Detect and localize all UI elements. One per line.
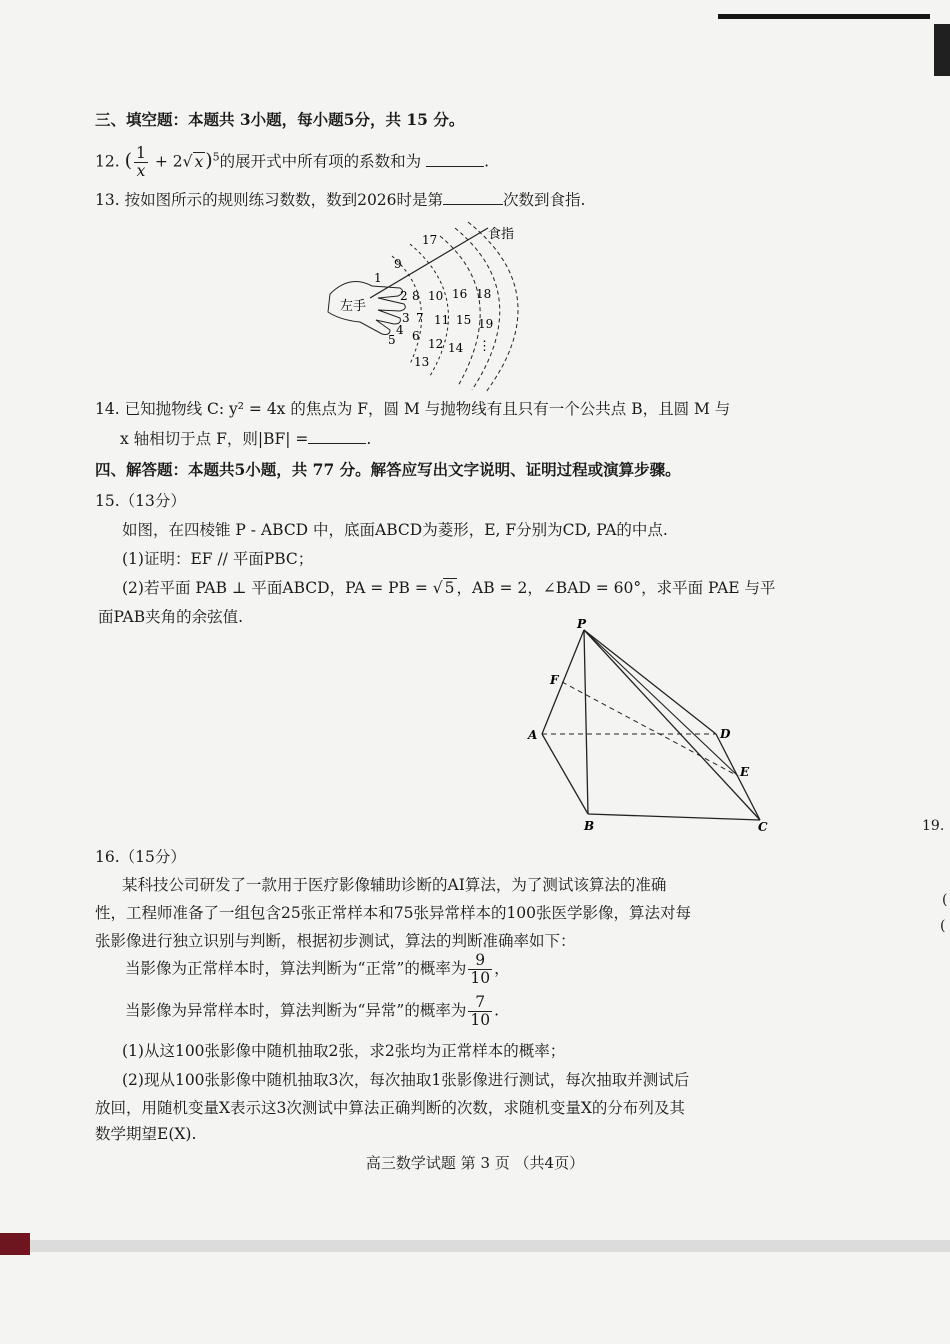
question-16-condition2: 当影像为异常样本时，算法判断为“异常”的概率为 $\frac{7}{10}$ . — [125, 993, 500, 1029]
question-16-part2-l1: (2)现从100张影像中随机抽取3次，每次抽取1张影像进行测试，每次抽取并测试后 — [122, 1071, 690, 1089]
section-3-title: 三、填空题：本题共 3小题，每小题5分，共 15 分。 — [95, 110, 465, 129]
question-15-header: 15.（13分） — [95, 492, 186, 510]
num-3: 3 — [402, 311, 410, 325]
num-10: 10 — [428, 289, 444, 303]
hand-label: 左手 — [340, 299, 367, 314]
edge-PB — [584, 630, 588, 814]
label-F: F — [550, 673, 559, 687]
hand-counting-figure — [310, 214, 560, 394]
question-16-header: 16.（15分） — [95, 848, 186, 866]
scan-edge-mark-right — [934, 24, 950, 76]
num-4: 4 — [396, 323, 404, 337]
label-A: A — [528, 728, 538, 742]
q13-answer-blank[interactable] — [443, 190, 503, 205]
side-fragment-19: 19. — [922, 818, 945, 834]
scan-edge-mark — [718, 14, 930, 19]
question-16-p2: 性，工程师准备了一组包含25张正常样本和75张异常样本的100张医学影像，算法对每 — [95, 904, 692, 922]
side-fragment-paren-2: ( — [940, 918, 946, 934]
scan-corner-mark — [0, 1233, 30, 1255]
num-18: 18 — [476, 287, 492, 301]
num-14: 14 — [448, 341, 464, 355]
edge-PD — [584, 630, 716, 734]
label-B: B — [584, 819, 595, 833]
num-1: 1 — [374, 271, 382, 285]
num-9: 9 — [394, 257, 402, 271]
question-12: 12. ( $\frac{1}{x}$ + 2√ x )$^5$的展开式中所有项的系数和为 . — [95, 144, 490, 180]
question-14-line2: x 轴相切于点 F，则|BF| = . — [120, 430, 372, 448]
num-6: 6 — [412, 329, 420, 343]
edge-PC — [584, 630, 760, 820]
scan-bottom-band — [0, 1240, 950, 1252]
q14-answer-blank[interactable] — [308, 429, 366, 444]
question-16-p1: 某科技公司研发了一款用于医疗影像辅助诊断的AI算法，为了测试该算法的准确 — [122, 876, 667, 894]
num-13: 13 — [414, 355, 430, 369]
question-15-part2-cont: 面PAB夹角的余弦值. — [98, 608, 244, 626]
edge-AB — [542, 734, 588, 814]
edge-BC — [588, 814, 760, 820]
question-14-line1: 14. 已知抛物线 C: y² = 4x 的焦点为 F，圆 M 与抛物线有且只有一个公共点 B，且圆 M 与 — [95, 400, 731, 418]
num-17: 17 — [422, 233, 438, 247]
count-arc-2 — [455, 228, 500, 390]
section-4-title: 四、解答题：本题共5小题，共 77 分。解答应写出文字说明、证明过程或演算步骤。 — [95, 460, 681, 479]
question-15-part1: (1)证明：EF // 平面PBC； — [122, 550, 314, 568]
question-13: 13. 按如图所示的规则练习数数，数到2026时是第 次数到食指. — [95, 191, 586, 209]
question-16-part1: (1)从这100张影像中随机抽取2张，求2张均为正常样本的概率； — [122, 1042, 566, 1060]
num-12: 12 — [428, 337, 444, 351]
segment-FE-hidden — [562, 682, 738, 776]
question-15-part2: (2)若平面 PAB ⊥ 平面ABCD，PA = PB = √ 5 ，AB = 2，∠BAD = 60°，求平面 PAE 与平 — [122, 579, 776, 597]
count-arc-1 — [440, 236, 480, 386]
fraction-7-10: $\frac{7}{10}$ — [470, 993, 491, 1029]
label-E: E — [740, 765, 750, 779]
side-fragment-paren-1: ( — [942, 892, 948, 908]
segment-PE — [584, 630, 738, 776]
num-8: 8 — [412, 289, 420, 303]
index-finger-label: 食指 — [488, 227, 515, 242]
num-16: 16 — [452, 287, 468, 301]
num-5: 5 — [388, 333, 396, 347]
question-15-stem: 如图，在四棱锥 P - ABCD 中，底面ABCD为菱形，E, F分别为CD, PA的中点. — [122, 521, 668, 539]
question-16-p3: 张影像进行独立识别与判断，根据初步测试，算法的判断准确率如下： — [95, 932, 576, 950]
edge-CD — [716, 734, 760, 820]
num-19: 19 — [478, 317, 494, 331]
q12-fraction: $\frac{1}{x}$ — [136, 144, 146, 180]
num-15: 15 — [456, 313, 472, 327]
question-16-part2-l2: 放回，用随机变量X表示这3次测试中算法正确判断的次数，求随机变量X的分布列及其 — [95, 1099, 685, 1117]
fraction-9-10: $\frac{9}{10}$ — [470, 951, 491, 987]
num-2: 2 — [400, 289, 408, 303]
label-D: D — [720, 727, 731, 741]
num-11: 11 — [434, 313, 450, 327]
question-16-condition1: 当影像为正常样本时，算法判断为“正常”的概率为 $\frac{9}{10}$ ， — [125, 951, 510, 987]
page-footer: 高三数学试题 第 3 页 （共4页） — [365, 1154, 585, 1172]
count-arc-inner — [392, 256, 422, 364]
q12-answer-blank[interactable] — [426, 152, 484, 167]
question-16-part2-l3: 数学期望E(X). — [95, 1125, 197, 1143]
continue-ellipsis: ⋮ — [478, 339, 491, 354]
pyramid-figure — [522, 618, 782, 833]
label-P: P — [577, 618, 587, 631]
label-C: C — [758, 820, 768, 833]
num-7: 7 — [416, 311, 424, 325]
